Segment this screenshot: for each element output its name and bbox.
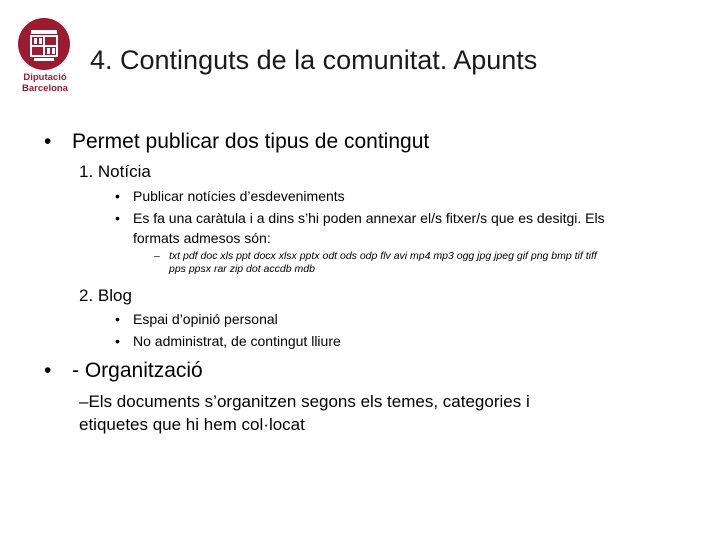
diputacio-logo	[14, 18, 76, 94]
blog-item-1: Espai d’opinió personal	[133, 311, 278, 327]
organitzacio-body-line-1: –Els documents s’organitzen segons els temes, categories i	[79, 392, 530, 411]
bullet-2: •	[44, 359, 52, 382]
noticia-item-2-cont: formats admesos són:	[133, 230, 271, 246]
bullet-1-text: Permet publicar dos tipus de contingut	[72, 130, 430, 153]
logo-text-line1: Diputació	[23, 72, 67, 83]
noticia-item-2: Es fa una caràtula i a dins s’hi poden annexar el/s fitxer/s que es desitgi. Els	[133, 210, 605, 226]
blog-item-2: No administrat, de contingut lliure	[133, 333, 341, 349]
formats-line-1: txt pdf doc xls ppt docx xlsx pptx odt ods odp flv avi mp4 mp3 ogg jpg jpeg gif png bmp tif tiff	[169, 250, 597, 262]
organitzacio-body-line-2: etiquetes que hi hem col·locat	[79, 415, 305, 434]
bullet-1	[44, 129, 51, 155]
bullet-dot: •	[115, 311, 120, 327]
diputacio-emblem-icon	[18, 18, 70, 70]
noticia-item-1: Publicar notícies d’esdeveniments	[133, 188, 345, 204]
bullet-dot: •	[115, 188, 120, 204]
formats-line-2: pps ppsx rar zip dot accdb mdb	[169, 263, 315, 275]
logo-text-line2: Barcelona	[22, 83, 68, 94]
bullet-dot: •	[115, 333, 120, 349]
noticia-label: 1. Notícia	[79, 162, 151, 181]
slide-title: 4. Continguts de la comunitat. Apunts	[90, 45, 538, 75]
dash: –	[154, 250, 160, 262]
bullet-2-text: - Organització	[72, 359, 203, 382]
bullet-dot: •	[44, 130, 52, 153]
bullet-dot: •	[115, 210, 120, 226]
blog-label: 2. Blog	[79, 286, 132, 305]
